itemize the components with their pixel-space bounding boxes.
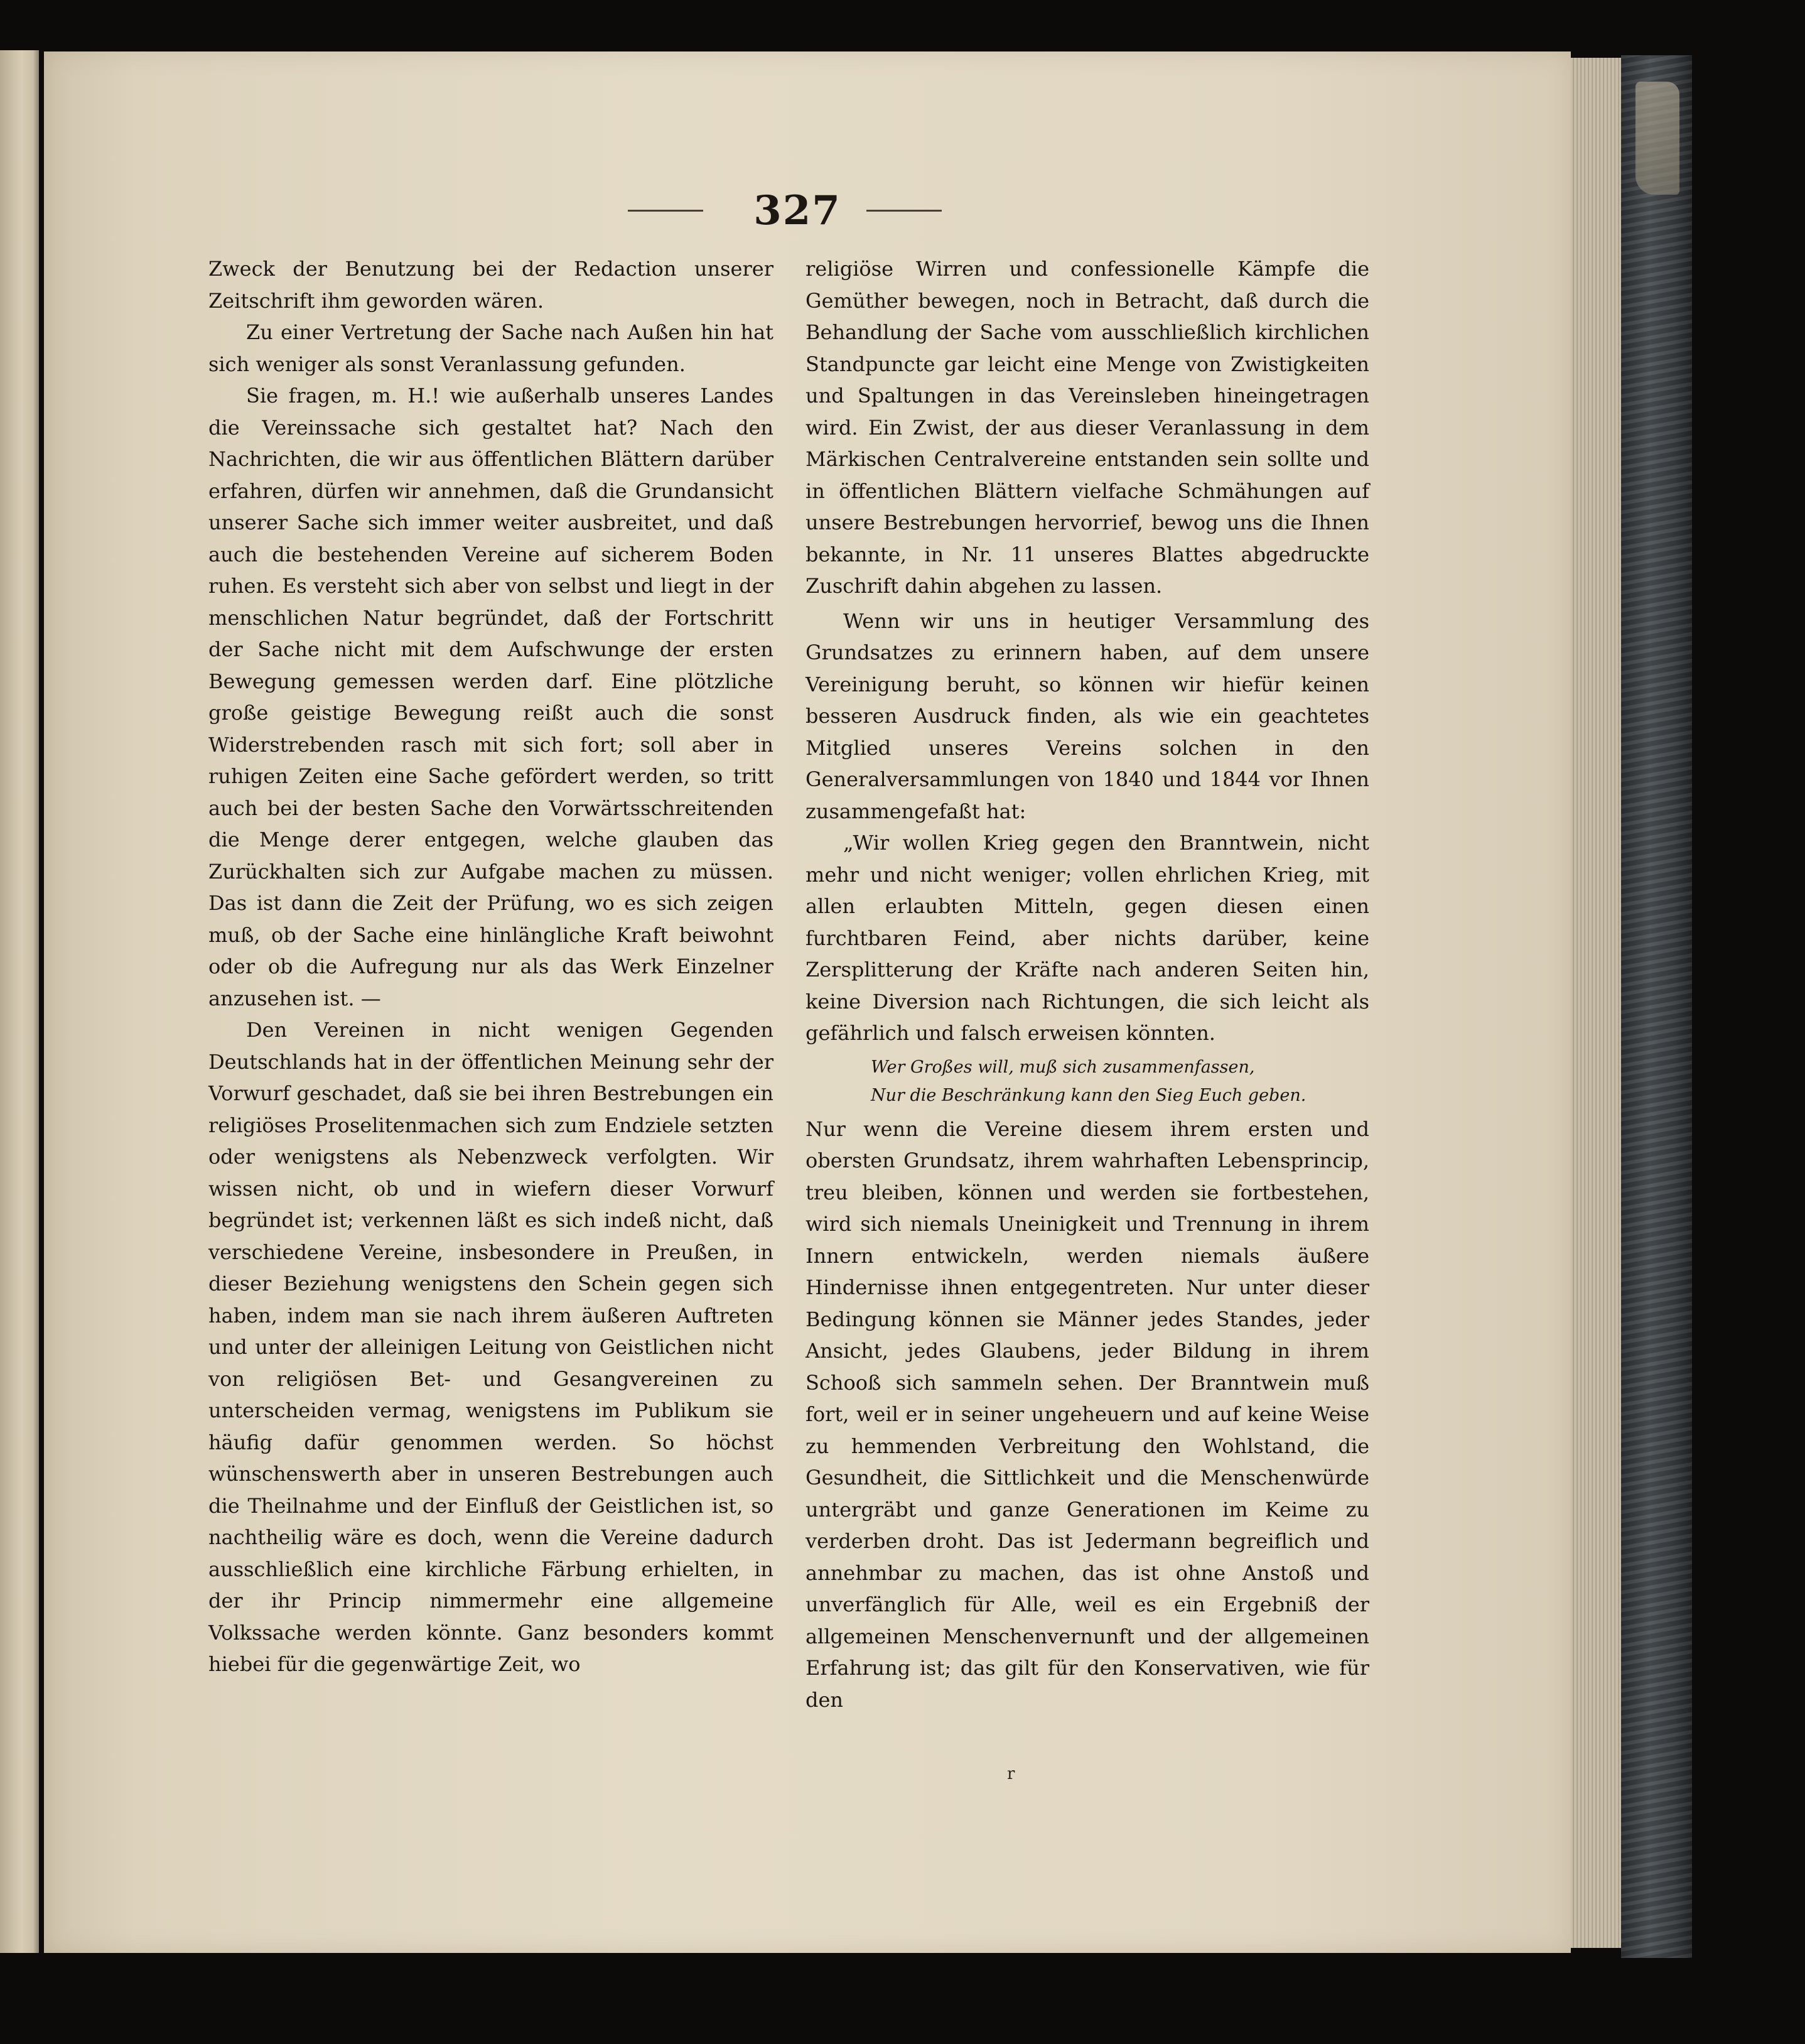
page-number: 327	[753, 187, 841, 234]
verse-line: Nur die Beschränkung kann den Sieg Euch geben.	[871, 1085, 1307, 1105]
right-paragraph: religiöse Wirren und confessionelle Kämpfe die Gemüther bewegen, noch in Betracht, daß durch die Behandlung der Sache vom ausschließlich kirchlichen Standpuncte gar leicht eine Menge von Zwistigkeiten und Spaltungen in das Vereinsleben hineingetragen wird. Ein Zwist, der aus dieser Veranlassung in dem Märkischen Centralvereine entstanden sein sollte und in öffentlichen Blättern vielfache Schmähungen auf unsere Bestrebungen hervorrief, bewog uns die Ihnen bekannte, in Nr. 11 unseres Blattes abgedruckte Zuschrift dahin abgehen zu lassen.	[806, 257, 1369, 598]
verse-quote	[806, 1053, 1369, 1110]
right-paragraph: Wenn wir uns in heutiger Versammlung des Grundsatzes zu erinnern haben, auf dem unsere Vereinigung beruht, so können wir hiefür keinen besseren Ausdruck finden, als wie ein geachtetes Mitglied unseres Vereins solchen in den Generalversammlungen von 1840 und 1844 vor Ihnen zusammengefaßt hat:	[806, 608, 1369, 823]
right-column	[806, 253, 1369, 1716]
left-paragraph: Zu einer Vertretung der Sache nach Außen hin hat sich weniger als sonst Veranlassung gefunden.	[208, 320, 773, 376]
book-cover-board	[1621, 55, 1692, 1958]
quote-paragraph: „Wir wollen Krieg gegen den Branntwein, nicht mehr und nicht weniger; vollen ehrlichen Krieg, mit allen erlaubten Mitteln, gegen diesen einen furchtbaren Feind, aber nichts darüber, keine Zersplitterung der Kräfte nach anderen Seiten hin, keine Diversion nach Richtungen, die sich leicht als gefährlich und falsch erweisen könnten.	[806, 831, 1369, 1045]
header-rule-left	[628, 210, 703, 212]
stray-ink-mark: r	[1007, 1765, 1015, 1783]
verse-line: Wer Großes will, muß sich zusammenfassen,	[871, 1057, 1255, 1077]
left-paragraph: Den Vereinen in nicht wenigen Gegenden Deutschlands hat in der öffentlichen Meinung sehr der Vorwurf geschadet, daß sie bei ihren Bestrebungen ein religiöses Proselitenmachen sich zum Endziele setzten oder wenigstens als Nebenzweck verfolgten. Wir wissen nicht, ob und in wiefern dieser Vorwurf begründet ist; verkennen läßt es sich indeß nicht, daß verschiedene Vereine, insbesondere in Preußen, in dieser Beziehung wenigstens den Schein gegen sich haben, indem man sie nach ihrem äußeren Auftreten und unter der alleinigen Leitung von Geistlichen nicht von religiösen Bet- und Gesangvereinen zu unterscheiden vermag, wenigstens im Publikum sie häufig dafür genommen werden. So höchst wünschenswerth aber in unseren Bestrebungen auch die Theilnahme und der Einfluß der Geistlichen ist, so nachtheilig wäre es doch, wenn die Vereine dadurch ausschließlich eine kirchliche Färbung erhielten, in der ihr Princip nimmermehr eine allgemeine Volkssache werden könnte. Ganz besonders kommt hiebei für die gegenwärtige Zeit, wo	[208, 1018, 773, 1676]
left-column	[208, 253, 773, 1680]
page-header	[628, 186, 892, 236]
cover-worn-patch	[1635, 82, 1679, 195]
page-stack-edges	[1571, 58, 1621, 1948]
right-paragraph: Nur wenn die Vereine diesem ihrem ersten und obersten Grundsatz, ihrem wahrhaften Lebensprincip, treu bleiben, können und werden sie fortbestehen, wird sich niemals Uneinigkeit und Trennung in ihrem Innern entwickeln, werden niemals äußere Hindernisse ihnen entgegentreten. Nur unter dieser Bedingung können sie Männer jedes Standes, jeder Ansicht, jedes Glaubens, jeder Bildung in ihrem Schooß sich sammeln sehen. Der Branntwein muß fort, weil er in seiner ungeheuern und auf keine Weise zu hemmenden Verbreitung den Wohlstand, die Gesundheit, die Sittlichkeit und die Menschenwürde untergräbt und ganze Generationen im Keime zu verderben droht. Das ist Jedermann begreiflich und annehmbar zu machen, das ist ohne Anstoß und unverfänglich für Alle, weil es ein Ergebniß der allgemeinen Menschenvernunft und der allgemeinen Erfahrung ist; das gilt für den Konservativen, wie für den	[806, 1117, 1369, 1712]
left-page-edge	[0, 50, 39, 1953]
left-paragraph: Sie fragen, m. H.! wie außerhalb unseres Landes die Vereinssache sich gestaltet hat? Nach den Nachrichten, die wir aus öffentlichen Blättern darüber erfahren, dürfen wir annehmen, daß die Grundansicht unserer Sache sich immer weiter ausbreitet, und daß auch die bestehenden Vereine auf sicherem Boden ruhen. Es versteht sich aber von selbst und liegt in der menschlichen Natur begründet, daß der Fortschritt der Sache nicht mit dem Aufschwunge der ersten Bewegung gemessen werden darf. Eine plötzliche große geistige Bewegung reißt auch die sonst Widerstrebenden rasch mit sich fort; soll aber in ruhigen Zeiten eine Sache gefördert werden, so tritt auch bei der besten Sache den Vorwärtsschreitenden die Menge derer entgegen, welche glauben das Zurückhalten sich zur Aufgabe machen zu müssen. Das ist dann die Zeit der Prüfung, wo es sich zeigen muß, ob der Sache eine hinlängliche Kraft beiwohnt oder ob die Aufregung nur als das Werk Einzelner anzusehen ist. —	[208, 384, 773, 1010]
header-rule-right	[866, 210, 942, 212]
left-paragraph: Zweck der Benutzung bei der Redaction unserer Zeitschrift ihm geworden wären.	[208, 257, 773, 313]
